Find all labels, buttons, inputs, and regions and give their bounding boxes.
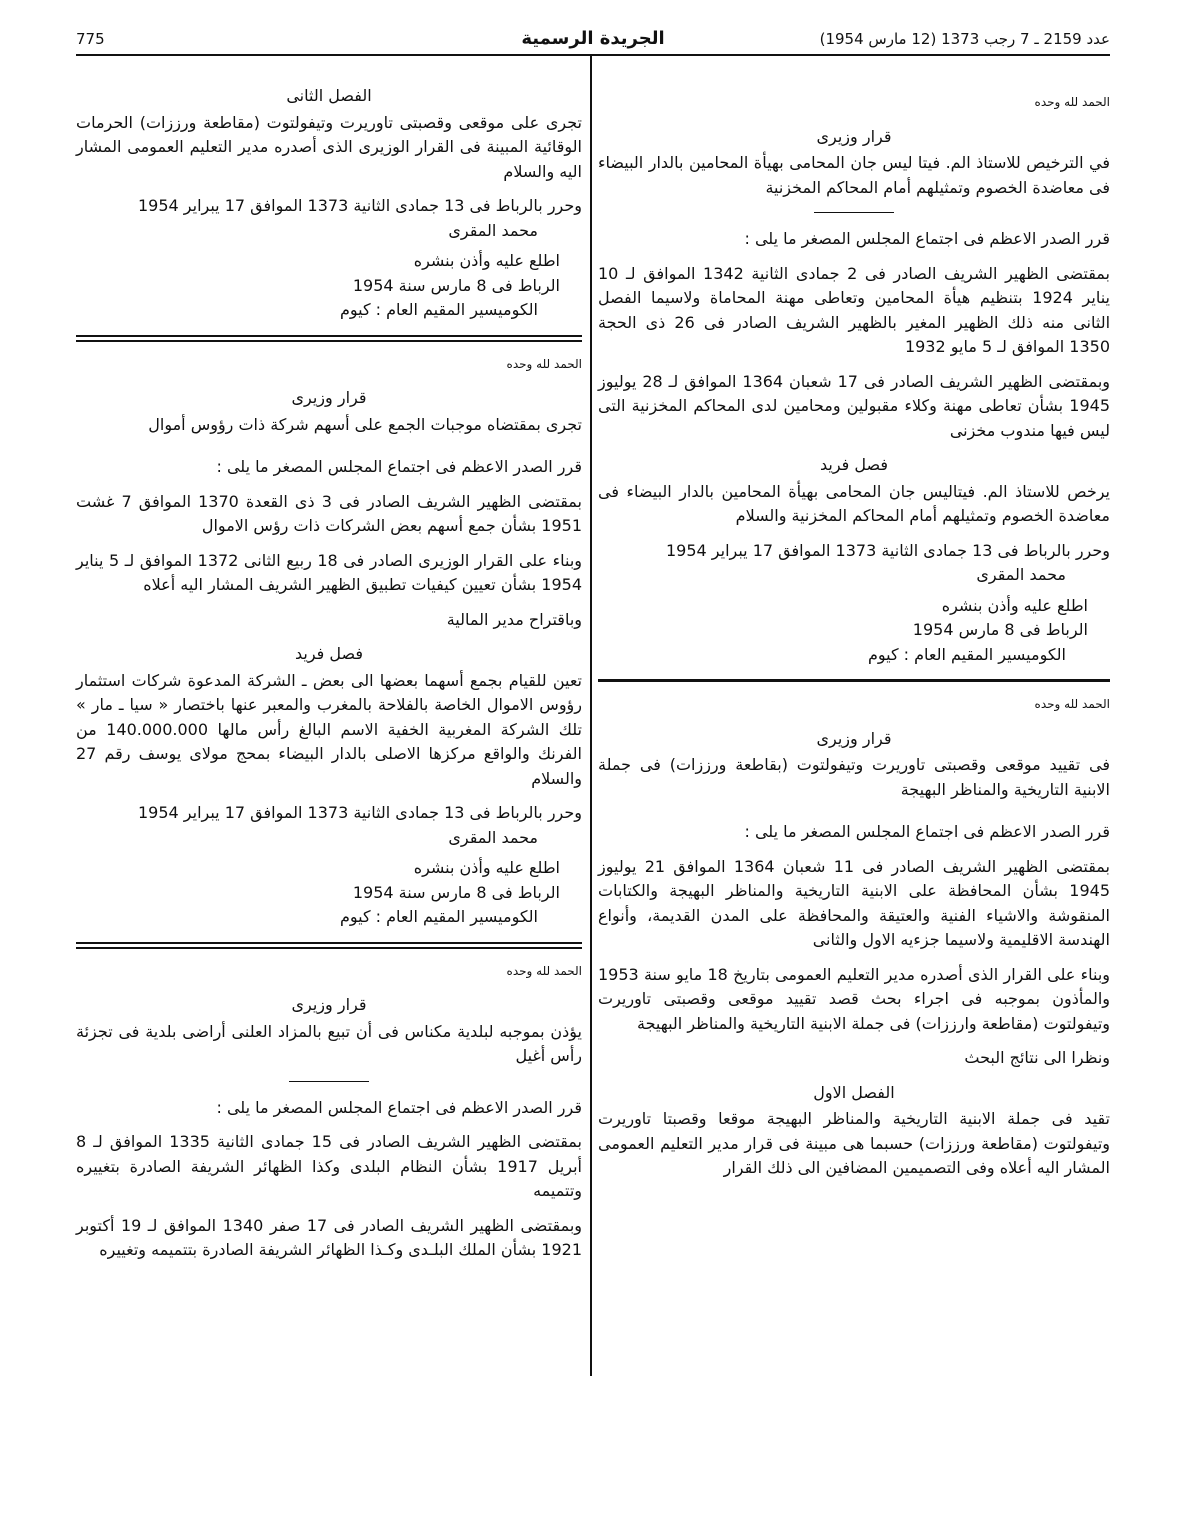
decree-subject: فى تقييد موقعى وقصبتى تاوريرت وتيفولتوت (بقاطعة ورززات) فى جملة الابنية التاريخية والمناظر البهيجة	[598, 755, 1110, 799]
decree-title: قرار وزيرى	[816, 126, 892, 146]
decree-subject: يؤذن بموجبه لبلدية مكناس فى أن تبيع بالمزاد العلنى أراضى بلدية فى تجزئة رأس أغيل	[76, 1021, 582, 1065]
praise-line: الحمد لله وحده	[506, 356, 582, 371]
resident-commissioner: الكوميسير المقيم العام : كيوم	[867, 644, 1066, 664]
decree-historic-monuments	[598, 692, 1110, 1181]
article-title: الفصل الاول	[813, 1082, 895, 1102]
decree-share-pooling	[76, 352, 582, 930]
signatory: محمد المقرى	[448, 827, 538, 847]
signatory: محمد المقرى	[976, 565, 1066, 584]
decree-subject: تجرى بمقتضاه موجبات الجمع على أسهم شركة ذات رؤوس أموال	[148, 414, 582, 434]
done-at: وحرر بالرباط فى 13 جمادى الثانية 1373 الموافق 17 يبراير 1954	[665, 540, 1110, 560]
decree-meknes-land-sale	[76, 959, 582, 1263]
considering-paragraph: وباقتراح مدير المالية	[446, 609, 582, 629]
considering-paragraph: ونظرا الى نتائج البحث	[964, 1048, 1110, 1067]
decree-subject: في الترخيص للاستاذ الم. فيتا ليس جان المحامى بهيأة المحامين بالدار البيضاء فى معاضدة الخصوم وتمثيلهم أمام المحاكم المخزنية	[598, 153, 1110, 197]
article-text: تقيد فى جملة الابنية التاريخية والمناظر البهيجة موقعا وقصبتا تاوريرت وتيفولتوت (مقاطعة ورززات) حسبما هى مبينة فى قرار مدير التعليم العمومى المشار اليه أعلاه وفى التصميمين المضافين الى ذلك القرار	[598, 1109, 1110, 1177]
decree-preamble: قرر الصدر الاعظم فى اجتماع المجلس المصغر ما يلى :	[216, 1097, 582, 1117]
considering-paragraph: بمقتضى الظهير الشريف الصادر فى 2 جمادى الثانية 1342 الموافق لـ 10 يناير 1924 بتنظيم هيأة المحامين وتعاطى مهنة المحاماة ولاسيما الفصل الثانى منه ذلك الظهير المغير بالظهير الشريف الصادر فى 26 ذى الحجة 1350 الموافق لـ 5 مايو 1932	[598, 263, 1111, 356]
page-number: 775	[76, 30, 105, 48]
section-divider	[76, 335, 582, 342]
decree-title: قرار وزيرى	[291, 388, 367, 407]
decree-attorney-license	[598, 90, 1110, 667]
considering-paragraph: بمقتضى الظهير الشريف الصادر فى 3 ذى القعدة 1370 الموافق 7 غشت 1951 بشأن جمع أسهم بعض الشركات ذات رؤس الاموال	[76, 491, 583, 535]
considering-paragraph: وبمقتضى الظهير الشريف الصادر فى 17 شعبان 1364 الموافق لـ 28 يوليوز 1945 بشأن تعاطى مهنة وكلاء مقبولين ومحامين لدى المحاكم المخزنية التى ليس فيها مندوب مخزنى	[598, 371, 1111, 440]
seen-approval: اطلع عليه وأذن بنشره	[413, 858, 560, 877]
done-at: وحرر بالرباط فى 13 جمادى الثانية 1373 الموافق 17 يبراير 1954	[137, 196, 582, 215]
article-text: تعين للقيام بجمع أسهما بعضها الى بعض ـ الشركة المدعوة شركات استثمار رؤوس الاموال الخاصة بالفلاحة بالمغرب والمعبر عنها باختصار « سيا ـ مار » تلك الشركة المغربية الخفية الاسم البالغ رأس مالها 140.000.000 من الفرنك والواقع مركزها الاصلى بالدار البيضاء بمحج مولاى يوسف رقم 27 والسلام	[76, 670, 582, 788]
article-title: الفصل الثانى	[286, 86, 372, 105]
short-divider	[289, 1081, 369, 1082]
decree-preamble: قرر الصدر الاعظم فى اجتماع المجلس المصغر ما يلى :	[744, 822, 1110, 841]
decree-preamble: قرر الصدر الاعظم فى اجتماع المجلس المصغر ما يلى :	[744, 229, 1110, 248]
seen-place-date: الرباط فى 8 مارس سنة 1954	[352, 275, 560, 295]
article-text: يرخص للاستاذ الم. فيتاليس جان المحامى بهيأة المحامين بالدار البيضاء فى معاضدة الخصوم وتمثيلهم أمام المحاكم المخزنية والسلام	[598, 481, 1110, 525]
short-divider	[814, 212, 894, 213]
signatory: محمد المقرى	[448, 220, 538, 240]
considering-paragraph: بمقتضى الظهير الشريف الصادر فى 15 جمادى الثانية 1335 الموافق لـ 8 أبريل 1917 بشأن النظام البلدى وكذا الظهائر الشريفة الصادرة بتغييره وتتميمه	[76, 1132, 583, 1200]
decree-title: قرار وزيرى	[816, 728, 892, 748]
seen-place-date: الرباط فى 8 مارس سنة 1954	[352, 882, 560, 902]
praise-line: الحمد لله وحده	[506, 963, 582, 978]
article-title: فصل فريد	[294, 644, 364, 663]
considering-paragraph: بمقتضى الظهير الشريف الصادر فى 11 شعبان 1364 الموافق 21 يوليوز 1945 بشأن المحافظة على الابنية التاريخية والمناظر البهيجة والكتابات المنقوشة والاشياء الفنية والعتيقة والمحافظة على المدن القديمة، وأنواع الهندسة الاقليمية ولاسيما جزءيه الاول والثانى	[598, 856, 1111, 949]
article-text: تجرى على موقعى وقصبتى تاوريرت وتيفولتوت (مقاطعة ورززات) الحرمات الوقائية المبينة فى القرار الوزيرى الذى أصدره مدير التعليم العمومى المشار اليه والسلام	[76, 112, 582, 181]
decree-preamble: قرر الصدر الاعظم فى اجتماع المجلس المصغر ما يلى :	[216, 457, 582, 476]
article-title: فصل فريد	[819, 455, 889, 474]
section-divider	[76, 942, 582, 949]
section-divider	[598, 679, 1110, 682]
left-column	[76, 82, 582, 1273]
right-column	[598, 82, 1110, 1191]
page-header	[76, 28, 1110, 56]
considering-paragraph: وبمقتضى الظهير الشريف الصادر فى 17 صفر 1340 الموافق لـ 19 أكتوبر 1921 بشأن الملك البلـدى وكـذا الظهائر الشريفة الصادرة بتتميمه وتغييره	[76, 1215, 583, 1259]
resident-commissioner: الكوميسير المقيم العام : كيوم	[339, 907, 538, 926]
issue-info: عدد 2159 ـ 7 رجب 1373 (12 مارس 1954)	[819, 30, 1110, 48]
considering-paragraph: وبناء على القرار الذى أصدره مدير التعليم العمومى بتاريخ 18 مايو سنة 1953 والمأذون بموجبه فى اجراء بحث قصد تقييد موقعى وقصبتى تاوريرت وتيفولتوت (مقاطعة وارززات) فى جملة الابنية التاريخية والمناظر البهيجة	[598, 964, 1110, 1033]
considering-paragraph: وبناء على القرار الوزيرى الصادر فى 18 ربيع الثانى 1372 الموافق لـ 5 يناير 1954 بشأن تعيين كيفيات تطبيق الظهير الشريف المشار اليه أعلاه	[76, 550, 583, 594]
praise-line: الحمد لله وحده	[1034, 95, 1110, 109]
done-at: وحرر بالرباط فى 13 جمادى الثانية 1373 الموافق 17 يبراير 1954	[137, 803, 582, 822]
resident-commissioner: الكوميسير المقيم العام : كيوم	[339, 300, 538, 319]
column-divider	[590, 56, 592, 1376]
decree-historic-monuments-continued	[76, 84, 582, 323]
seen-approval: اطلع عليه وأذن بنشره	[941, 595, 1088, 615]
seen-approval: اطلع عليه وأذن بنشره	[413, 251, 560, 270]
journal-title: الجريدة الرسمية	[521, 28, 665, 49]
decree-title: قرار وزيرى	[291, 995, 367, 1014]
seen-place-date: الرباط فى 8 مارس 1954	[912, 620, 1088, 639]
praise-line: الحمد لله وحده	[1034, 697, 1110, 711]
